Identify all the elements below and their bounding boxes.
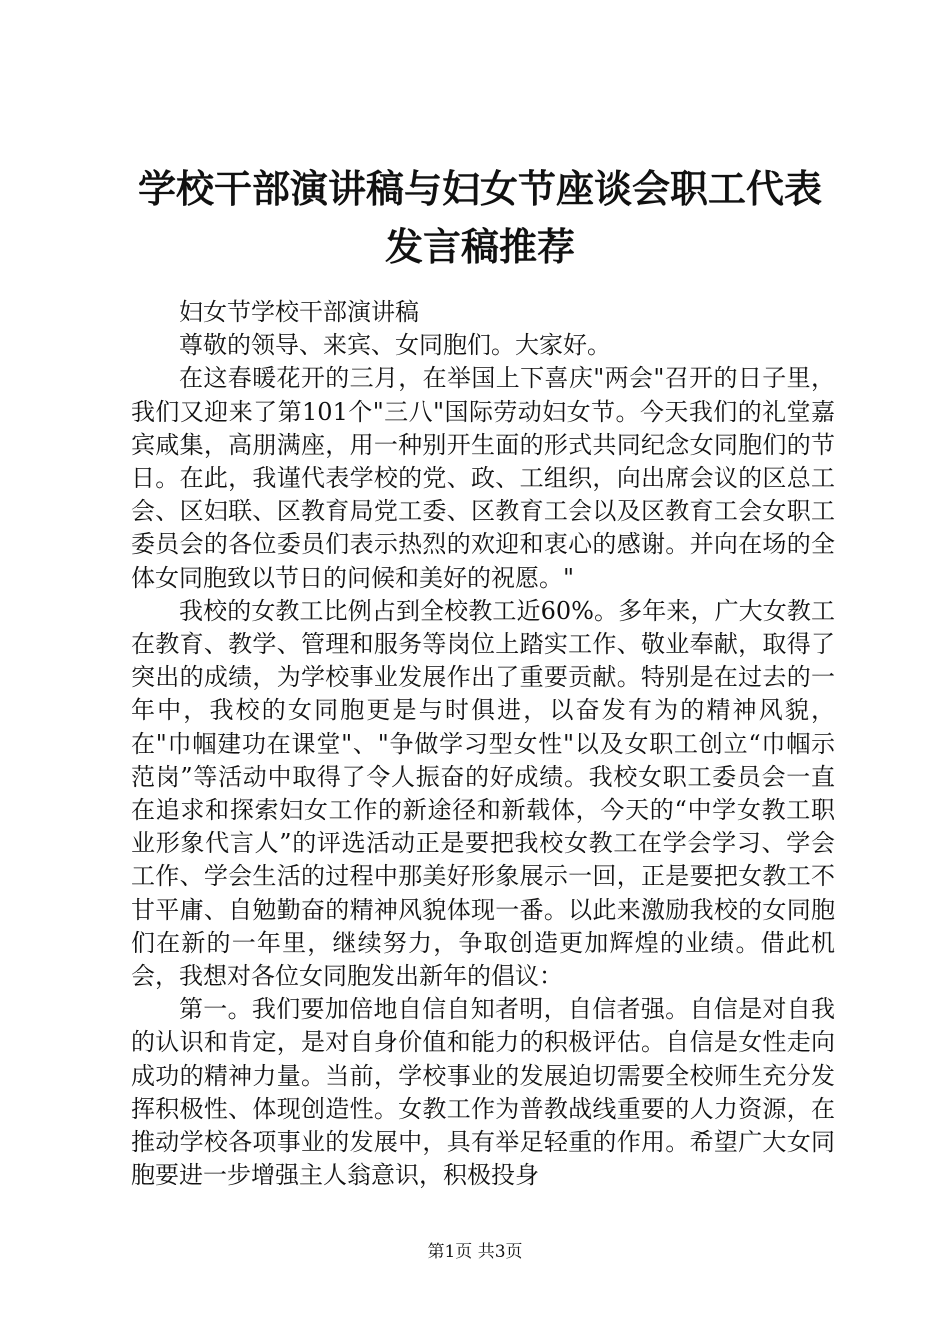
paragraph: 在这春暖花开的三月，在举国上下喜庆"两会"召开的日子里，我们又迎来了第101个"三八"国际劳动妇女节。今天我们的礼堂嘉宾咸集，高朋满座，用一种别开生面的形式共同纪念女同胞们的节日。在此，我谨代表学校的党、政、工组织，向出席会议的区总工会、区妇联、区教育局党工委、区教育工会以及区教育工会女职工委员会的各位委员们表示热烈的欢迎和衷心的感谢。并向在场的全体女同胞致以节日的问候和美好的祝愿。" <box>131 364 835 592</box>
document-title: 学校干部演讲稿与妇女节座谈会职工代表发言稿推荐 <box>137 167 822 269</box>
page-footer: 第1页 共3页 <box>427 1242 523 1262</box>
paragraph: 我校的女教工比例占到全校教工近60%。多年来，广大女教工在教育、教学、管理和服务等岗位上踏实工作、敬业奉献，取得了突出的成绩，为学校事业发展作出了重要贡献。特别是在过去的一年中，我校的女同胞更是与时俱进，以奋发有为的精神风貌，在"巾帼建功在课堂"、"争做学习型女性"以及女职工创立“巾帼示范岗”等活动中取得了令人振奋的好成绩。我校女职工委员会一直在追求和探索妇女工作的新途径和新载体，今天的“中学女教工职业形象代言人”的评选活动正是要把我校女教工在学会学习、学会工作、学会生活的过程中那美好形象展示一回，正是要把女教工不甘平庸、自勉勤奋的精神风貌体现一番。以此来激励我校的女同胞们在新的一年里，继续努力，争取创造更加辉煌的业绩。借此机会，我想对各位女同胞发出新年的倡议： <box>131 596 835 991</box>
paragraph: 妇女节学校干部演讲稿 <box>179 298 419 326</box>
document-body <box>131 296 835 1192</box>
paragraph: 第一。我们要加倍地自信自知者明，自信者强。自信是对自我的认识和肯定，是对自身价值和能力的积极评估。自信是女性走向成功的精神力量。当前，学校事业的发展迫切需要全校师生充分发挥积极性、体现创造性。女教工作为普教战线重要的人力资源，在推动学校各项事业的发展中，具有举足轻重的作用。希望广大女同胞要进一步增强主人翁意识，积极投身 <box>131 995 835 1190</box>
paragraph: 尊敬的领导、来宾、女同胞们。大家好。 <box>179 331 611 360</box>
